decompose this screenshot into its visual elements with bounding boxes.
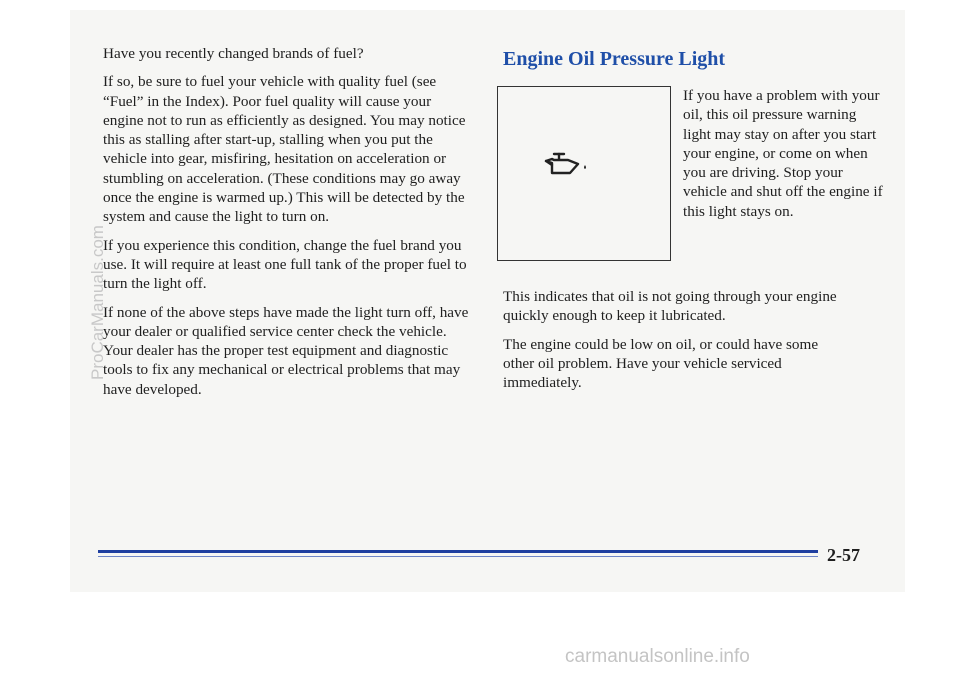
right-column-body [503,287,843,401]
paragraph-fuel-quality: If so, be sure to fuel your vehicle with quality fuel (see “Fuel” in the Index). Poor fuel quality will cause your engine not to run as efficiently as designed. You may notice this as stalling after start-up, stalling when you put the vehicle into gear, misfiring, hesitation on acceleration or stumbling on acceleration. (These conditions may go away once the engine is warmed up.) This will be detected by the system and cause the light to turn on. [103,73,466,226]
side-watermark: ProCarManuals.com [88,225,107,380]
paragraph-not-lubricated: This indicates that oil is not going through your engine quickly enough to keep it lubricated. [503,288,837,325]
paragraph-fuel-question: Have you recently changed brands of fuel? [103,45,364,62]
paragraph-low-oil: The engine could be low on oil, or could have some other oil problem. Have your vehicle serviced immediately. [503,335,819,392]
footer-rule [98,550,818,553]
oil-light-icon-box [497,86,671,261]
left-column [103,44,473,408]
oil-light-description: If you have a problem with your oil, this oil pressure warning light may stay on after you start your engine, or come on when you are driving. Stop your vehicle and shut off the engine if this light stays on. [683,87,883,220]
section-heading: Engine Oil Pressure Light [503,48,726,70]
oil-can-icon [544,151,592,177]
footer-rule-thin [98,556,818,557]
paragraph-see-dealer: If none of the above steps have made the light turn off, have your dealer or qualified service center check the vehicle. Your dealer has the proper test equipment and diagnostic tools to fix any mechanical or electrical problems that may have developed. [103,303,469,398]
page-number: 2-57 [827,545,860,565]
paragraph-change-brand: If you experience this condition, change the fuel brand you use. It will require at least one full tank of the proper fuel to turn the light off. [103,236,467,293]
bottom-watermark: carmanualsonline.info [565,646,750,667]
